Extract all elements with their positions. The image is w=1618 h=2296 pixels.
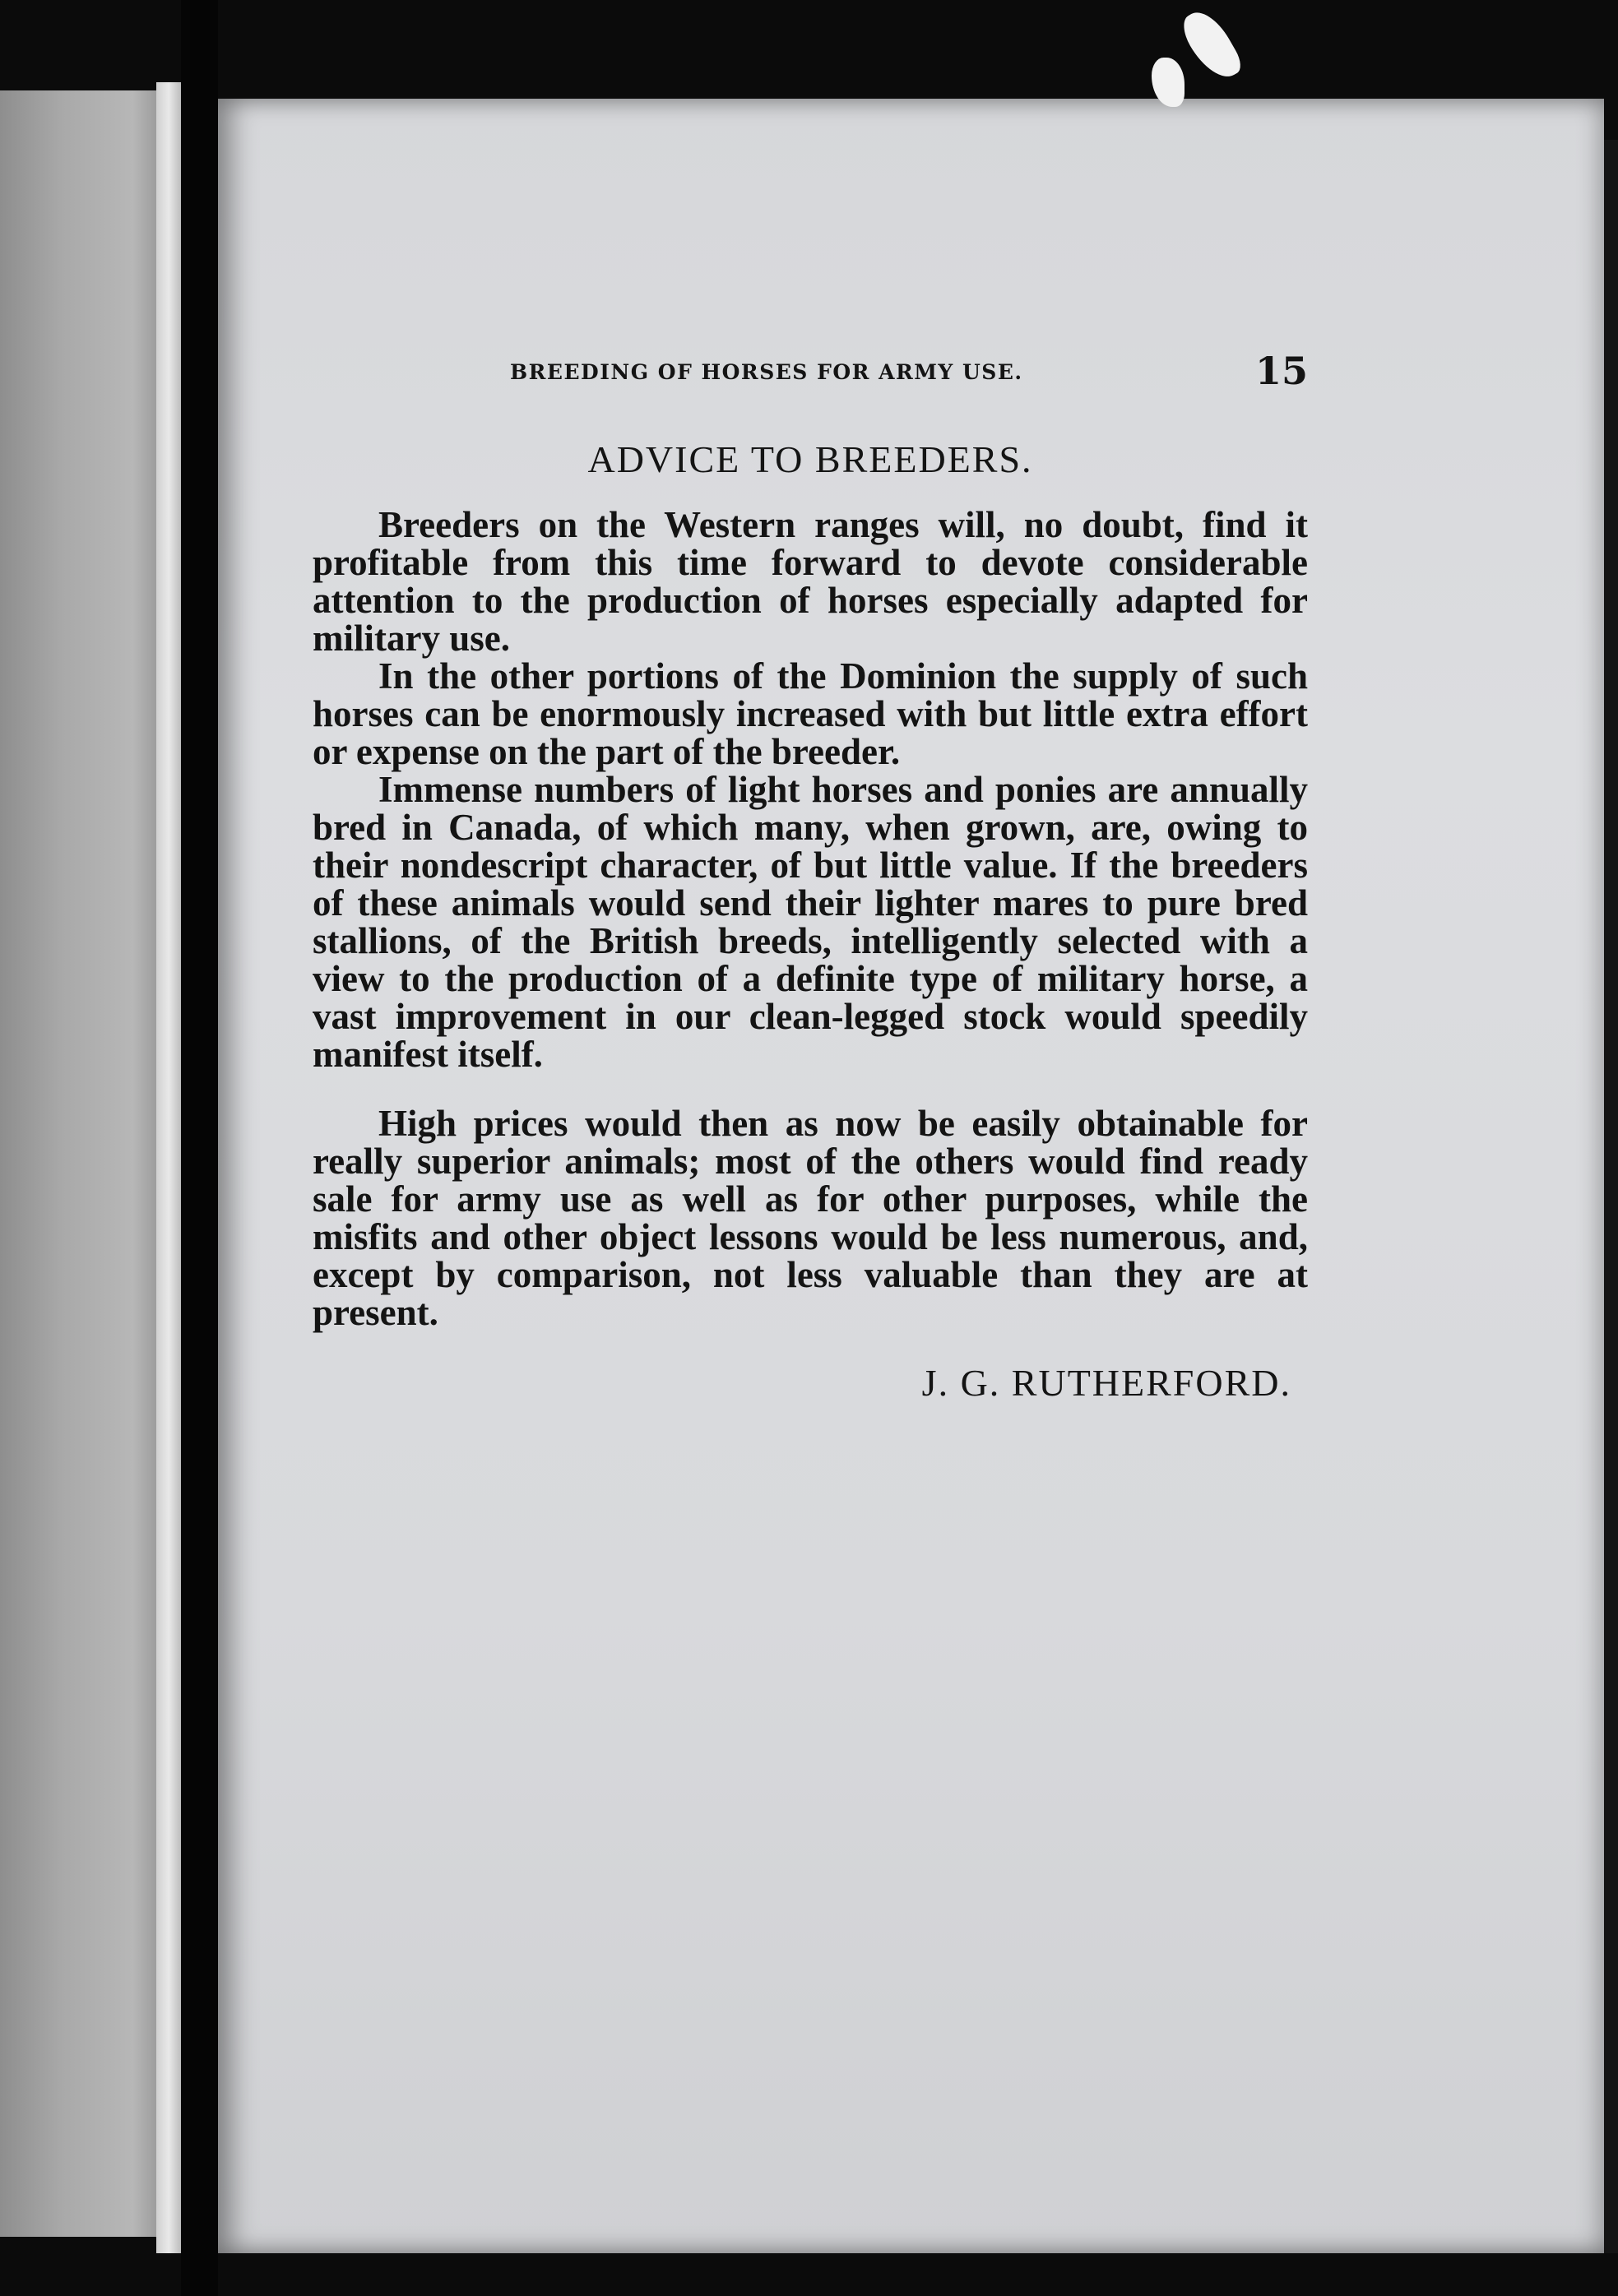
binding-gutter xyxy=(181,0,218,2296)
paragraph-4: High prices would then as now be easily obtainable for really superior animals; most of the others would find ready sale for army use as well as for other purposes, while the misfits and other object lessons would be less numerous, and, except by comparison, not less valuable than they are at present. xyxy=(313,1103,1308,1333)
paragraph-1: Breeders on the Western ranges will, no doubt, find it profitable from this time forward to devote considerable attention to the production of horses especially adapted for military use. xyxy=(313,504,1308,659)
facing-page-strip xyxy=(0,90,156,2237)
page-right-shadow xyxy=(1604,140,1618,2253)
scan-blemish xyxy=(1177,4,1246,86)
facing-page-edge xyxy=(156,82,181,2253)
paragraph-2: In the other portions of the Dominion the supply of such horses can be enormously increased with but little extra effort or expense on the part of the breeder. xyxy=(313,655,1308,772)
page-text xyxy=(313,345,1308,1405)
paragraph-3: Immense numbers of light horses and ponies are annually bred in Canada, of which many, when grown, are, owing to their nondescript character, of but little value. If the breeders of these animals would send their lighter mares to pure bred stallions, of the British breeds, intelligently selected with a view to the production of a definite type of military horse, a vast improvement in our clean-legged stock would speedily manifest itself. xyxy=(313,769,1308,1075)
running-head-title: BREEDING OF HORSES FOR ARMY USE. xyxy=(510,360,1023,384)
author-signature: J. G. RUTHERFORD. xyxy=(921,1362,1291,1404)
section-heading: ADVICE TO BREEDERS. xyxy=(587,438,1033,480)
running-head xyxy=(313,345,1308,395)
page-number: 15 xyxy=(1254,349,1308,393)
